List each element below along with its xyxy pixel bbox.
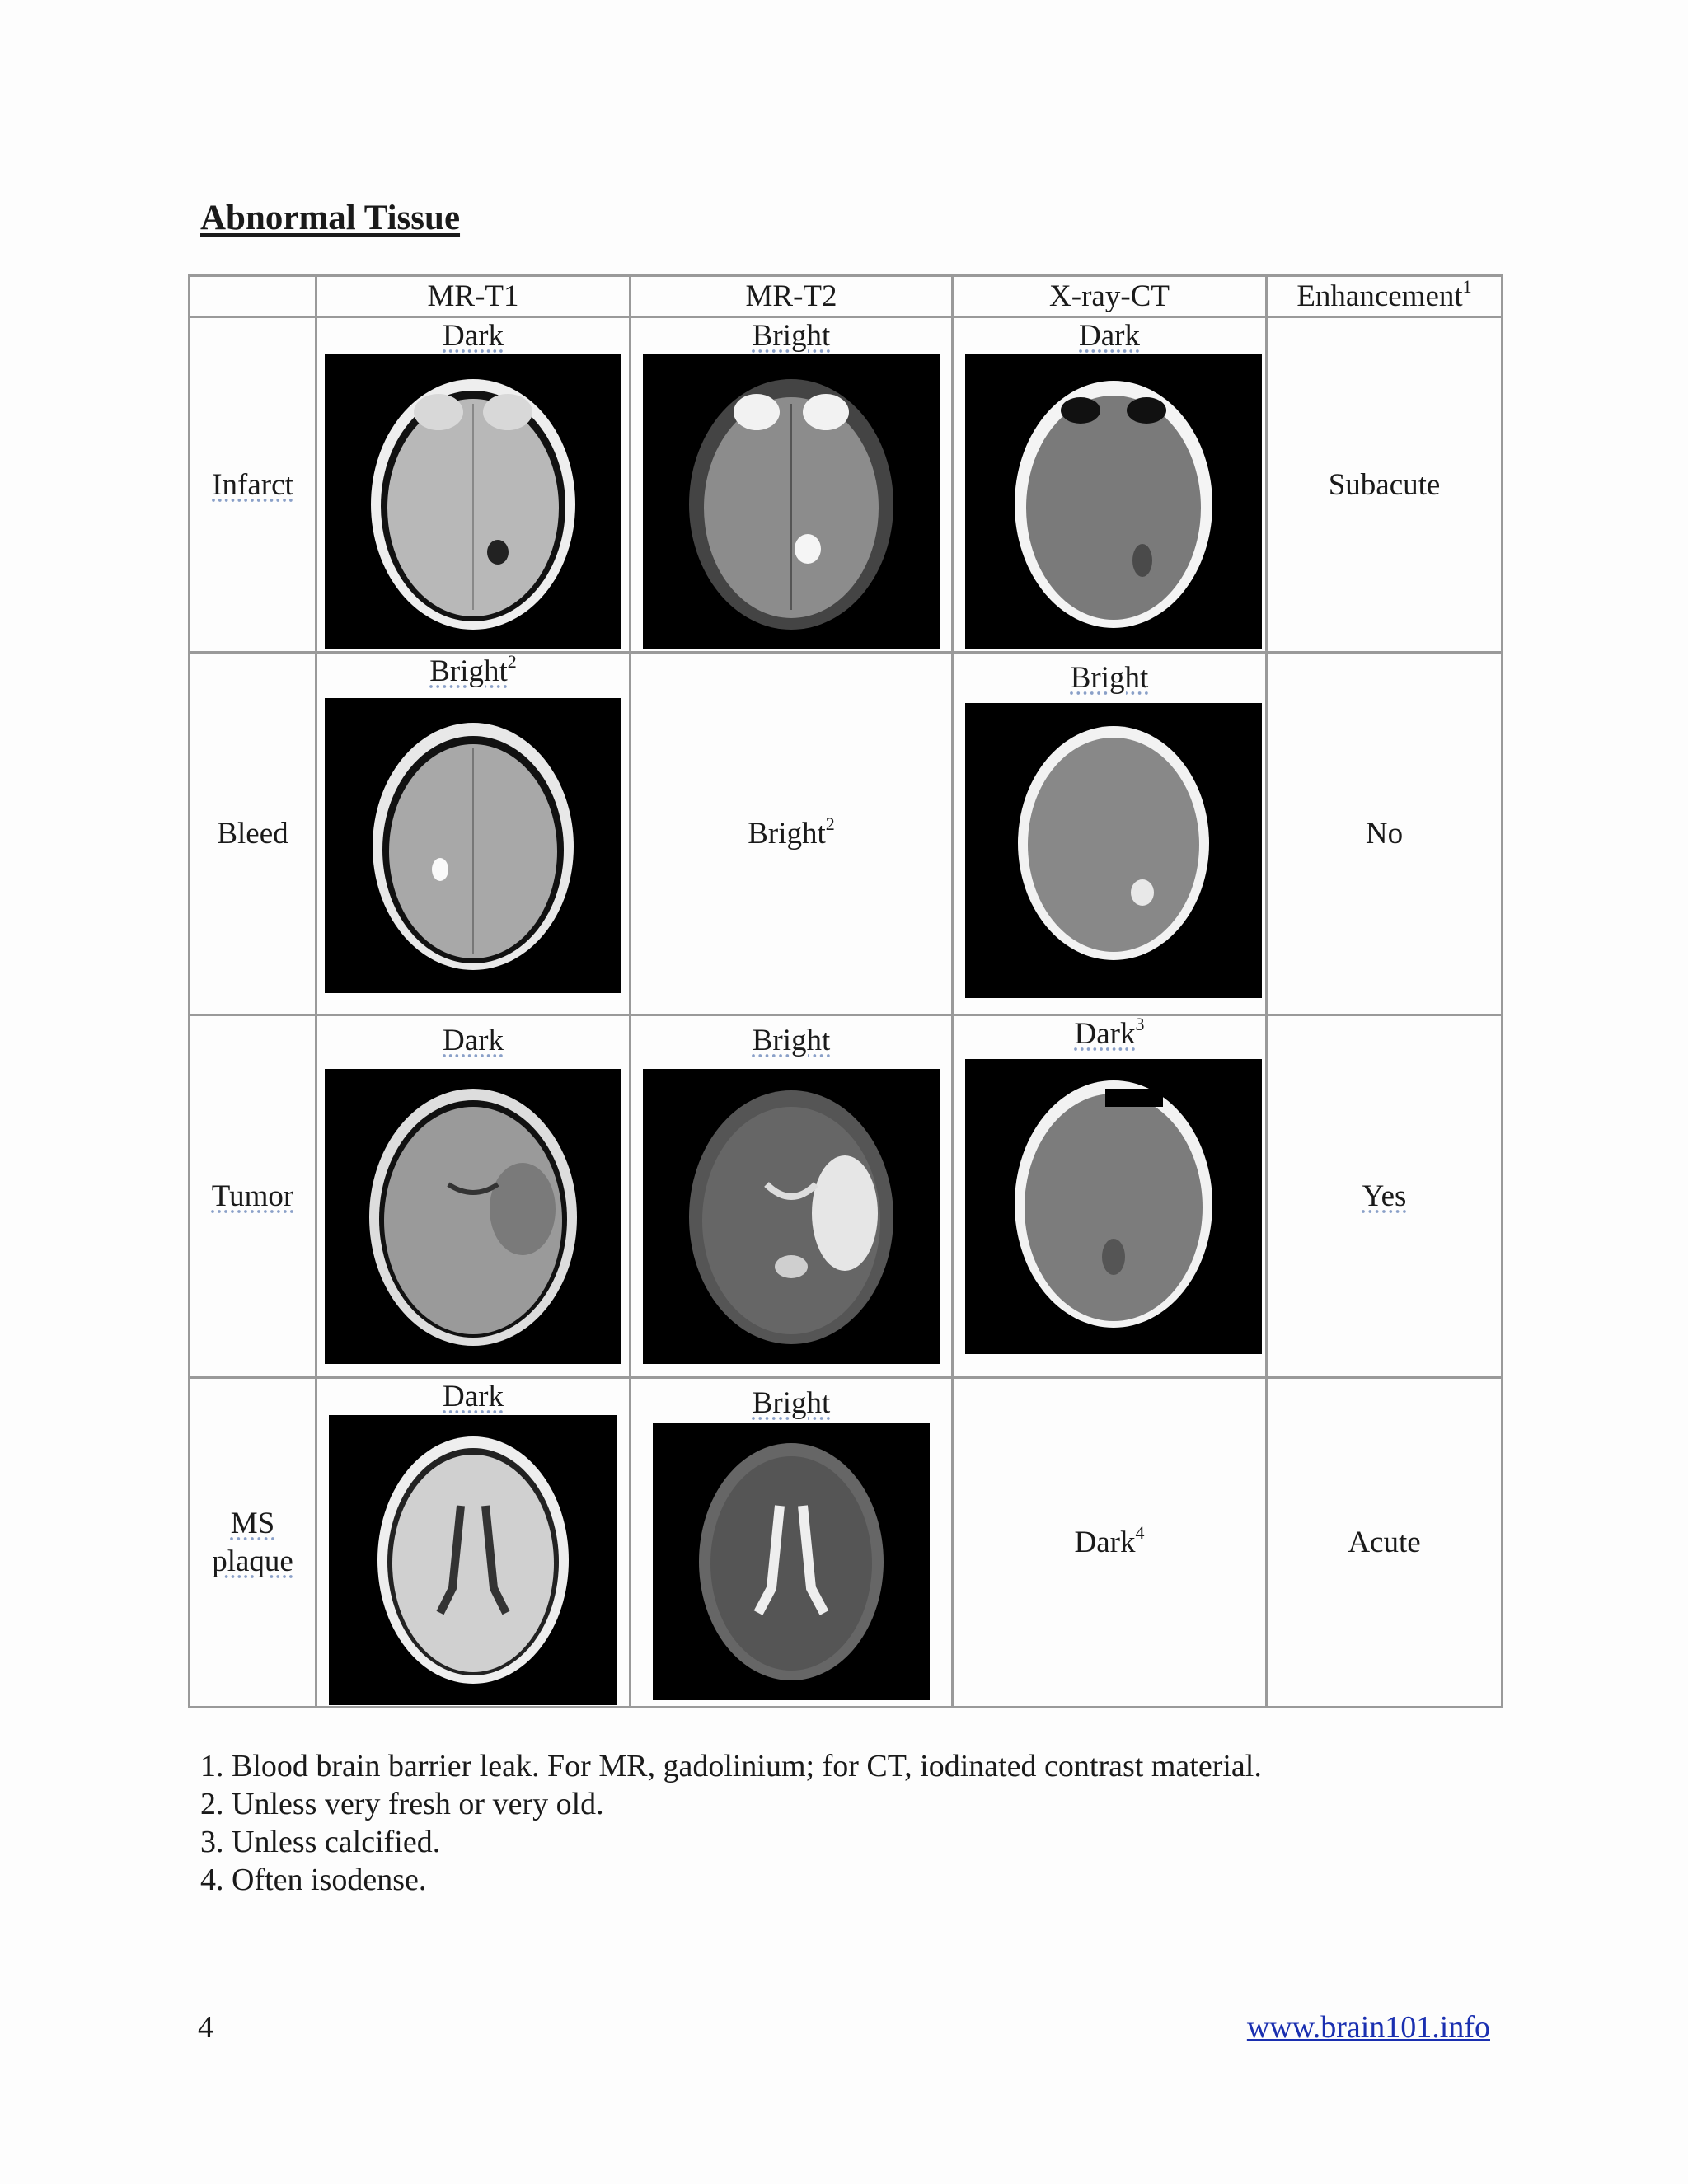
cell-infarct-ct	[953, 317, 1267, 653]
footnotes-list	[200, 1747, 1262, 1899]
signal-text: Dark	[443, 319, 504, 353]
signal-label	[954, 320, 1265, 353]
cell-bleed-t2	[631, 653, 953, 1015]
footnote-item: 3. Unless calcified.	[200, 1825, 441, 1859]
signal-text: Bright	[752, 1386, 831, 1420]
row-label-tumor	[190, 1015, 316, 1378]
abnormal-tissue-table	[188, 274, 1503, 1708]
signal-text: Bright	[752, 319, 831, 353]
cell-tumor-t1	[316, 1015, 631, 1378]
brain-scan-image	[965, 1059, 1262, 1354]
signal-text: Dark	[443, 1380, 504, 1413]
brain-scan-image	[643, 1069, 940, 1364]
table-row	[190, 653, 1503, 1015]
footnote-ref: 2	[825, 813, 835, 834]
signal-text: Dark	[1074, 1526, 1136, 1559]
signal-label	[954, 662, 1265, 695]
table-row	[190, 1378, 1503, 1708]
signal-label	[317, 320, 629, 353]
cell-tumor-t2	[631, 1015, 953, 1378]
signal-label	[631, 1024, 951, 1057]
header-row	[190, 276, 1503, 317]
footnote-ref: 1	[1462, 276, 1472, 297]
cell-tumor-ct	[953, 1015, 1267, 1378]
row-label-line2: plaque	[212, 1544, 293, 1578]
signal-label	[631, 1387, 951, 1420]
signal-text: Dark	[1079, 319, 1140, 353]
brain-scan-image	[965, 354, 1262, 649]
row-label-ms-plaque	[190, 1378, 316, 1708]
signal-text: Dark	[1074, 1017, 1136, 1051]
signal-label	[631, 320, 951, 353]
page-title: Abnormal Tissue	[200, 199, 461, 237]
cell-ms-ct	[953, 1378, 1267, 1708]
footnote-item: 1. Blood brain barrier leak. For MR, gadolinium; for CT, iodinated contrast material.	[200, 1749, 1262, 1783]
row-label-text: Tumor	[211, 1179, 294, 1213]
cell-bleed-t1	[316, 653, 631, 1015]
footnote-item: 4. Often isodense.	[200, 1863, 427, 1897]
brain-scan-image	[643, 354, 940, 649]
brain-scan-image	[325, 354, 621, 649]
row-label-text: Infarct	[212, 467, 293, 502]
brain-scan-image	[329, 1415, 617, 1705]
brain-scan-image	[965, 703, 1262, 998]
brain-scan-image	[325, 1069, 621, 1364]
row-label-line1: MS	[230, 1506, 275, 1540]
signal-text: Bright	[429, 654, 508, 688]
cell-bleed-enhancement: No	[1267, 653, 1503, 1015]
brain-scan-image	[653, 1423, 930, 1700]
table-row	[190, 317, 1503, 653]
cell-ms-t1	[316, 1378, 631, 1708]
website-link[interactable]: www.brain101.info	[1246, 2010, 1490, 2045]
row-label-infarct	[190, 317, 316, 653]
footnote-ref: 4	[1135, 1522, 1145, 1543]
header-blank	[190, 276, 316, 317]
signal-label	[317, 651, 629, 688]
signal-label	[317, 1380, 629, 1413]
enhancement-text: Yes	[1362, 1179, 1407, 1213]
cell-infarct-t2	[631, 317, 953, 653]
cell-infarct-enhancement: Subacute	[1267, 317, 1503, 653]
cell-ms-enhancement: Acute	[1267, 1378, 1503, 1708]
signal-label	[954, 1014, 1265, 1051]
cell-bleed-ct	[953, 653, 1267, 1015]
cell-tumor-enhancement	[1267, 1015, 1503, 1378]
cell-ms-t2	[631, 1378, 953, 1708]
header-ct: X-ray-CT	[953, 276, 1267, 317]
footnote-ref: 3	[1135, 1014, 1145, 1034]
header-mr-t2: MR-T2	[631, 276, 953, 317]
cell-infarct-t1	[316, 317, 631, 653]
header-enhancement	[1267, 276, 1503, 317]
footnote-ref: 2	[507, 651, 517, 672]
signal-text: Bright	[752, 1024, 831, 1057]
signal-text: Bright	[748, 817, 826, 851]
footnote-item: 2. Unless very fresh or very old.	[200, 1787, 604, 1821]
signal-text: Dark	[443, 1024, 504, 1057]
header-mr-t1: MR-T1	[316, 276, 631, 317]
signal-label	[317, 1024, 629, 1057]
page-number: 4	[198, 2010, 213, 2045]
brain-scan-image	[325, 698, 621, 993]
header-enhancement-label: Enhancement	[1296, 279, 1463, 313]
row-label-bleed: Bleed	[190, 653, 316, 1015]
table-row	[190, 1015, 1503, 1378]
signal-text: Bright	[1070, 661, 1149, 695]
